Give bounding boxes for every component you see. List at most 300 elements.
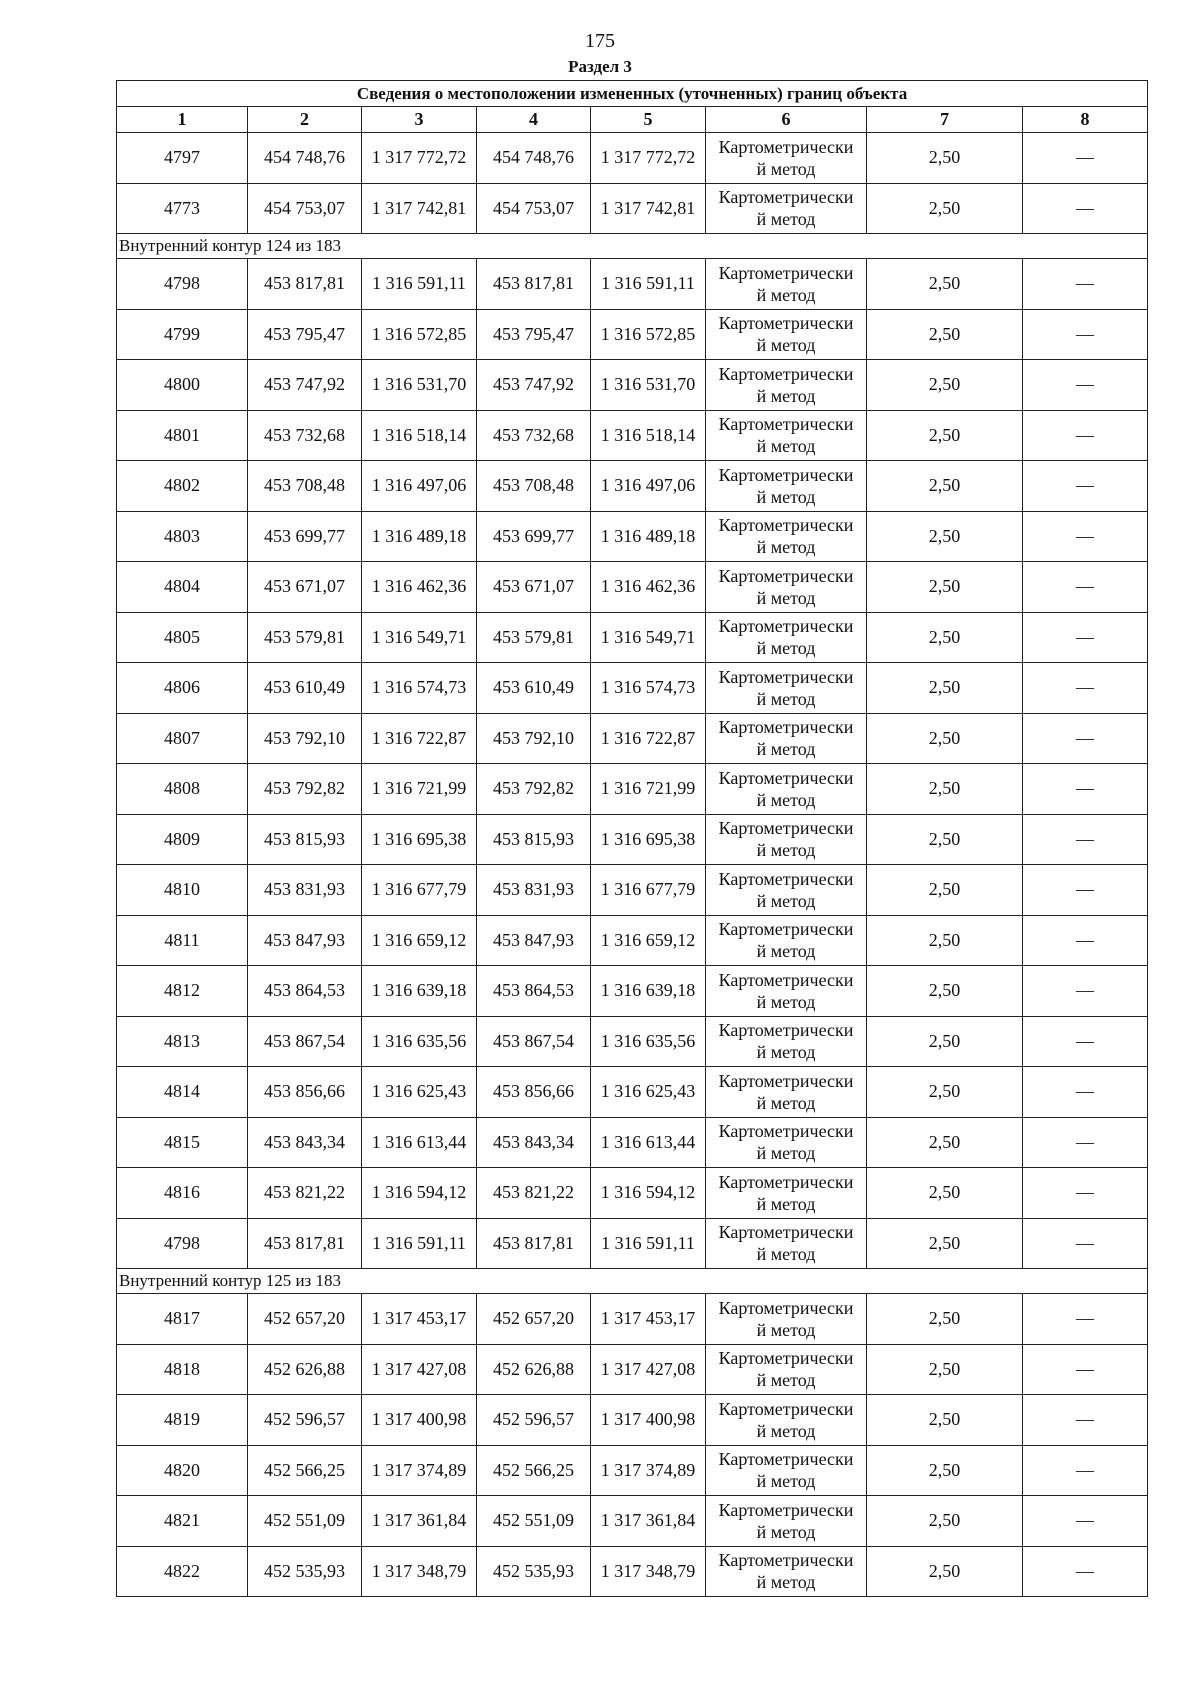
- method-text: й метод: [756, 486, 816, 507]
- point-number: 4805: [117, 612, 248, 663]
- method-text: Картометрически: [718, 565, 854, 586]
- coord-y-old: 1 316 572,85: [362, 309, 477, 360]
- method-cell: [706, 612, 867, 663]
- coord-y-old: 1 316 722,87: [362, 713, 477, 764]
- point-number: 4806: [117, 663, 248, 714]
- precision-value: 2,50: [867, 865, 1023, 916]
- coord-y-new: 1 316 639,18: [591, 966, 706, 1017]
- coord-y-old: 1 316 594,12: [362, 1168, 477, 1219]
- column-number: 1: [117, 107, 248, 133]
- table-row: [117, 562, 1148, 613]
- coord-x-new: 453 864,53: [477, 966, 591, 1017]
- coord-x-new: 454 753,07: [477, 183, 591, 234]
- coord-y-old: 1 316 677,79: [362, 865, 477, 916]
- coord-y-new: 1 316 613,44: [591, 1117, 706, 1168]
- coord-y-new: 1 316 497,06: [591, 461, 706, 512]
- point-number: 4810: [117, 865, 248, 916]
- table-row: [117, 259, 1148, 310]
- empty-mark: —: [1023, 713, 1148, 764]
- coord-y-old: 1 316 591,11: [362, 1218, 477, 1269]
- method-text: Картометрически: [718, 1499, 854, 1520]
- table-row: [117, 1344, 1148, 1395]
- method-text: й метод: [756, 209, 816, 230]
- method-text: й метод: [756, 1244, 816, 1265]
- method-cell: [706, 562, 867, 613]
- point-number: 4808: [117, 764, 248, 815]
- precision-value: 2,50: [867, 663, 1023, 714]
- coord-y-new: 1 316 625,43: [591, 1067, 706, 1118]
- method-text: Картометрически: [718, 313, 854, 334]
- coord-x-new: 453 843,34: [477, 1117, 591, 1168]
- coord-x-new: 454 748,76: [477, 133, 591, 184]
- coord-y-old: 1 317 453,17: [362, 1294, 477, 1345]
- coord-y-new: 1 317 742,81: [591, 183, 706, 234]
- empty-mark: —: [1023, 511, 1148, 562]
- coord-x-old: 453 856,66: [248, 1067, 362, 1118]
- page-number: 175: [585, 30, 615, 52]
- empty-mark: —: [1023, 1496, 1148, 1547]
- coord-y-old: 1 316 591,11: [362, 259, 477, 310]
- point-number: 4819: [117, 1395, 248, 1446]
- method-text: й метод: [756, 941, 816, 962]
- empty-mark: —: [1023, 1016, 1148, 1067]
- coord-x-old: 453 867,54: [248, 1016, 362, 1067]
- coord-x-old: 453 699,77: [248, 511, 362, 562]
- coord-x-old: 453 817,81: [248, 259, 362, 310]
- method-cell: [706, 915, 867, 966]
- coord-y-old: 1 316 659,12: [362, 915, 477, 966]
- coord-x-new: 452 551,09: [477, 1496, 591, 1547]
- coord-x-new: 452 626,88: [477, 1344, 591, 1395]
- empty-mark: —: [1023, 814, 1148, 865]
- method-text: Картометрически: [718, 363, 854, 384]
- coord-y-new: 1 316 591,11: [591, 259, 706, 310]
- coord-y-new: 1 316 695,38: [591, 814, 706, 865]
- method-text: й метод: [756, 537, 816, 558]
- column-number: 6: [706, 107, 867, 133]
- empty-mark: —: [1023, 966, 1148, 1017]
- coord-y-new: 1 316 574,73: [591, 663, 706, 714]
- empty-mark: —: [1023, 1168, 1148, 1219]
- coord-y-old: 1 317 348,79: [362, 1546, 477, 1597]
- precision-value: 2,50: [867, 915, 1023, 966]
- coord-x-new: 452 657,20: [477, 1294, 591, 1345]
- table-row: [117, 1168, 1148, 1219]
- table-row: [117, 1016, 1148, 1067]
- section-title: Раздел 3: [568, 57, 632, 76]
- method-text: й метод: [756, 385, 816, 406]
- table-row: [117, 814, 1148, 865]
- precision-value: 2,50: [867, 1218, 1023, 1269]
- method-text: й метод: [756, 840, 816, 861]
- method-text: й метод: [756, 587, 816, 608]
- point-number: 4798: [117, 1218, 248, 1269]
- method-text: Картометрически: [718, 767, 854, 788]
- table-row: [117, 1496, 1148, 1547]
- coord-y-new: 1 317 374,89: [591, 1445, 706, 1496]
- empty-mark: —: [1023, 1294, 1148, 1345]
- point-number: 4818: [117, 1344, 248, 1395]
- point-number: 4821: [117, 1496, 248, 1547]
- method-text: й метод: [756, 638, 816, 659]
- table-row: [117, 1294, 1148, 1345]
- coord-x-old: 454 753,07: [248, 183, 362, 234]
- coord-y-new: 1 316 722,87: [591, 713, 706, 764]
- table-row: [117, 309, 1148, 360]
- column-number: 2: [248, 107, 362, 133]
- coord-x-old: 453 864,53: [248, 966, 362, 1017]
- point-number: 4813: [117, 1016, 248, 1067]
- precision-value: 2,50: [867, 764, 1023, 815]
- point-number: 4814: [117, 1067, 248, 1118]
- coord-y-old: 1 316 462,36: [362, 562, 477, 613]
- coord-x-new: 452 566,25: [477, 1445, 591, 1496]
- method-text: Картометрически: [718, 1222, 854, 1243]
- method-text: й метод: [756, 890, 816, 911]
- coord-x-new: 453 821,22: [477, 1168, 591, 1219]
- coord-x-old: 452 626,88: [248, 1344, 362, 1395]
- precision-value: 2,50: [867, 1445, 1023, 1496]
- table-row: [117, 183, 1148, 234]
- precision-value: 2,50: [867, 133, 1023, 184]
- method-text: Картометрически: [718, 1398, 854, 1419]
- coord-x-old: 453 610,49: [248, 663, 362, 714]
- method-text: й метод: [756, 335, 816, 356]
- coord-x-old: 453 671,07: [248, 562, 362, 613]
- method-cell: [706, 360, 867, 411]
- precision-value: 2,50: [867, 966, 1023, 1017]
- point-number: 4802: [117, 461, 248, 512]
- method-text: Картометрически: [718, 1020, 854, 1041]
- method-text: Картометрически: [718, 414, 854, 435]
- coord-x-new: 453 747,92: [477, 360, 591, 411]
- coord-x-new: 453 792,10: [477, 713, 591, 764]
- coord-y-old: 1 316 518,14: [362, 410, 477, 461]
- table-row: [117, 360, 1148, 411]
- precision-value: 2,50: [867, 259, 1023, 310]
- coord-x-new: 453 847,93: [477, 915, 591, 966]
- precision-value: 2,50: [867, 1395, 1023, 1446]
- coord-y-new: 1 316 721,99: [591, 764, 706, 815]
- method-text: Картометрически: [718, 515, 854, 536]
- coord-y-new: 1 317 427,08: [591, 1344, 706, 1395]
- coord-x-old: 453 792,82: [248, 764, 362, 815]
- method-text: й метод: [756, 1471, 816, 1492]
- method-text: Картометрически: [718, 919, 854, 940]
- method-cell: [706, 1067, 867, 1118]
- table-row: [117, 612, 1148, 663]
- coord-y-old: 1 316 613,44: [362, 1117, 477, 1168]
- point-number: 4798: [117, 259, 248, 310]
- coord-x-old: 453 847,93: [248, 915, 362, 966]
- method-text: й метод: [756, 1092, 816, 1113]
- method-text: Картометрически: [718, 616, 854, 637]
- table-row: [117, 663, 1148, 714]
- coord-x-old: 453 792,10: [248, 713, 362, 764]
- point-number: 4817: [117, 1294, 248, 1345]
- method-cell: [706, 1168, 867, 1219]
- empty-mark: —: [1023, 562, 1148, 613]
- precision-value: 2,50: [867, 309, 1023, 360]
- method-cell: [706, 814, 867, 865]
- method-text: Картометрически: [718, 1449, 854, 1470]
- method-text: Картометрически: [718, 969, 854, 990]
- coord-y-new: 1 317 348,79: [591, 1546, 706, 1597]
- point-number: 4816: [117, 1168, 248, 1219]
- table-row: [117, 1546, 1148, 1597]
- point-number: 4797: [117, 133, 248, 184]
- method-text: Картометрически: [718, 818, 854, 839]
- coord-y-new: 1 317 361,84: [591, 1496, 706, 1547]
- coord-y-old: 1 316 574,73: [362, 663, 477, 714]
- coord-y-new: 1 316 572,85: [591, 309, 706, 360]
- point-number: 4811: [117, 915, 248, 966]
- method-text: й метод: [756, 1521, 816, 1542]
- coord-x-new: 453 817,81: [477, 259, 591, 310]
- coord-x-old: 454 748,76: [248, 133, 362, 184]
- method-text: Картометрически: [718, 1348, 854, 1369]
- empty-mark: —: [1023, 1117, 1148, 1168]
- empty-mark: —: [1023, 1344, 1148, 1395]
- coord-y-new: 1 316 659,12: [591, 915, 706, 966]
- coord-x-old: 453 815,93: [248, 814, 362, 865]
- method-text: й метод: [756, 1370, 816, 1391]
- coord-x-old: 453 831,93: [248, 865, 362, 916]
- column-number: 8: [1023, 107, 1148, 133]
- column-number: 3: [362, 107, 477, 133]
- table-row: [117, 915, 1148, 966]
- coord-x-new: 453 867,54: [477, 1016, 591, 1067]
- table-row: [117, 713, 1148, 764]
- coord-x-new: 453 792,82: [477, 764, 591, 815]
- method-text: Картометрически: [718, 1297, 854, 1318]
- method-text: й метод: [756, 1572, 816, 1593]
- coord-x-new: 452 535,93: [477, 1546, 591, 1597]
- method-text: Картометрически: [718, 136, 854, 157]
- table-body: [117, 133, 1148, 1597]
- coord-x-old: 452 566,25: [248, 1445, 362, 1496]
- coord-x-old: 452 596,57: [248, 1395, 362, 1446]
- method-cell: [706, 1344, 867, 1395]
- method-cell: [706, 1546, 867, 1597]
- coord-y-new: 1 316 489,18: [591, 511, 706, 562]
- boundary-table: [116, 80, 1148, 1597]
- precision-value: 2,50: [867, 814, 1023, 865]
- table-row: [117, 511, 1148, 562]
- precision-value: 2,50: [867, 461, 1023, 512]
- method-cell: [706, 1395, 867, 1446]
- empty-mark: —: [1023, 764, 1148, 815]
- column-number-row: [117, 107, 1148, 133]
- empty-mark: —: [1023, 410, 1148, 461]
- coord-y-new: 1 316 594,12: [591, 1168, 706, 1219]
- coord-x-old: 453 843,34: [248, 1117, 362, 1168]
- point-number: 4815: [117, 1117, 248, 1168]
- coord-x-old: 453 821,22: [248, 1168, 362, 1219]
- method-cell: [706, 1016, 867, 1067]
- coord-x-old: 453 708,48: [248, 461, 362, 512]
- coord-y-new: 1 316 549,71: [591, 612, 706, 663]
- coord-x-old: 453 817,81: [248, 1218, 362, 1269]
- empty-mark: —: [1023, 360, 1148, 411]
- coord-y-old: 1 316 497,06: [362, 461, 477, 512]
- method-text: й метод: [756, 739, 816, 760]
- coord-y-old: 1 317 742,81: [362, 183, 477, 234]
- empty-mark: —: [1023, 612, 1148, 663]
- method-text: Картометрически: [718, 717, 854, 738]
- coord-x-new: 453 817,81: [477, 1218, 591, 1269]
- method-text: Картометрически: [718, 1550, 854, 1571]
- coord-x-new: 453 856,66: [477, 1067, 591, 1118]
- precision-value: 2,50: [867, 1546, 1023, 1597]
- precision-value: 2,50: [867, 612, 1023, 663]
- empty-mark: —: [1023, 865, 1148, 916]
- table-row: [117, 1218, 1148, 1269]
- coord-y-old: 1 317 374,89: [362, 1445, 477, 1496]
- precision-value: 2,50: [867, 1344, 1023, 1395]
- coord-x-old: 452 551,09: [248, 1496, 362, 1547]
- method-cell: [706, 1496, 867, 1547]
- contour-row: [117, 234, 1148, 259]
- table-row: [117, 966, 1148, 1017]
- method-text: й метод: [756, 991, 816, 1012]
- method-cell: [706, 713, 867, 764]
- precision-value: 2,50: [867, 713, 1023, 764]
- coord-y-new: 1 316 518,14: [591, 410, 706, 461]
- method-text: Картометрически: [718, 262, 854, 283]
- method-text: Картометрически: [718, 1070, 854, 1091]
- empty-mark: —: [1023, 663, 1148, 714]
- coord-y-old: 1 316 635,56: [362, 1016, 477, 1067]
- coord-y-old: 1 316 489,18: [362, 511, 477, 562]
- coord-y-old: 1 316 695,38: [362, 814, 477, 865]
- method-text: Картометрически: [718, 1171, 854, 1192]
- table-row: [117, 1395, 1148, 1446]
- coord-x-new: 453 815,93: [477, 814, 591, 865]
- coord-y-new: 1 316 591,11: [591, 1218, 706, 1269]
- column-number: 4: [477, 107, 591, 133]
- empty-mark: —: [1023, 1218, 1148, 1269]
- method-cell: [706, 511, 867, 562]
- coord-y-old: 1 317 361,84: [362, 1496, 477, 1547]
- table-row: [117, 410, 1148, 461]
- empty-mark: —: [1023, 183, 1148, 234]
- coord-y-old: 1 316 549,71: [362, 612, 477, 663]
- method-text: й метод: [756, 688, 816, 709]
- coord-x-old: 453 579,81: [248, 612, 362, 663]
- precision-value: 2,50: [867, 410, 1023, 461]
- coord-x-new: 453 708,48: [477, 461, 591, 512]
- coord-y-old: 1 316 625,43: [362, 1067, 477, 1118]
- coord-y-new: 1 316 531,70: [591, 360, 706, 411]
- method-cell: [706, 309, 867, 360]
- coord-x-old: 453 732,68: [248, 410, 362, 461]
- point-number: 4801: [117, 410, 248, 461]
- method-text: й метод: [756, 1193, 816, 1214]
- table-row: [117, 1117, 1148, 1168]
- coord-y-old: 1 317 772,72: [362, 133, 477, 184]
- coord-y-old: 1 316 639,18: [362, 966, 477, 1017]
- coord-x-new: 453 831,93: [477, 865, 591, 916]
- method-text: Картометрически: [718, 187, 854, 208]
- coord-x-old: 452 657,20: [248, 1294, 362, 1345]
- method-text: Картометрически: [718, 666, 854, 687]
- empty-mark: —: [1023, 1445, 1148, 1496]
- coord-y-new: 1 317 453,17: [591, 1294, 706, 1345]
- column-number: 5: [591, 107, 706, 133]
- precision-value: 2,50: [867, 1496, 1023, 1547]
- coord-x-new: 453 699,77: [477, 511, 591, 562]
- method-cell: [706, 133, 867, 184]
- coord-y-new: 1 316 677,79: [591, 865, 706, 916]
- empty-mark: —: [1023, 133, 1148, 184]
- coord-y-old: 1 317 400,98: [362, 1395, 477, 1446]
- point-number: 4822: [117, 1546, 248, 1597]
- empty-mark: —: [1023, 309, 1148, 360]
- contour-label: Внутренний контур 125 из 183: [117, 1269, 1148, 1294]
- table-row: [117, 1445, 1148, 1496]
- empty-mark: —: [1023, 915, 1148, 966]
- method-cell: [706, 1218, 867, 1269]
- point-number: 4812: [117, 966, 248, 1017]
- method-text: й метод: [756, 1143, 816, 1164]
- coord-x-old: 453 747,92: [248, 360, 362, 411]
- method-cell: [706, 764, 867, 815]
- empty-mark: —: [1023, 1546, 1148, 1597]
- contour-row: [117, 1269, 1148, 1294]
- method-cell: [706, 183, 867, 234]
- method-text: Картометрически: [718, 868, 854, 889]
- method-text: й метод: [756, 284, 816, 305]
- point-number: 4800: [117, 360, 248, 411]
- method-text: Картометрически: [718, 1121, 854, 1142]
- coord-x-new: 453 610,49: [477, 663, 591, 714]
- coord-y-new: 1 317 400,98: [591, 1395, 706, 1446]
- precision-value: 2,50: [867, 1016, 1023, 1067]
- coord-x-new: 453 671,07: [477, 562, 591, 613]
- table-row: [117, 1067, 1148, 1118]
- method-text: Картометрически: [718, 464, 854, 485]
- coord-y-old: 1 317 427,08: [362, 1344, 477, 1395]
- coord-x-old: 453 795,47: [248, 309, 362, 360]
- method-text: й метод: [756, 1319, 816, 1340]
- table-row: [117, 764, 1148, 815]
- coord-x-new: 453 579,81: [477, 612, 591, 663]
- point-number: 4799: [117, 309, 248, 360]
- precision-value: 2,50: [867, 562, 1023, 613]
- method-text: й метод: [756, 1420, 816, 1441]
- precision-value: 2,50: [867, 511, 1023, 562]
- table-row: [117, 865, 1148, 916]
- method-cell: [706, 1117, 867, 1168]
- coord-y-new: 1 316 635,56: [591, 1016, 706, 1067]
- method-cell: [706, 410, 867, 461]
- table-row: [117, 133, 1148, 184]
- method-cell: [706, 966, 867, 1017]
- empty-mark: —: [1023, 1067, 1148, 1118]
- point-number: 4820: [117, 1445, 248, 1496]
- coord-y-new: 1 316 462,36: [591, 562, 706, 613]
- empty-mark: —: [1023, 259, 1148, 310]
- coord-y-new: 1 317 772,72: [591, 133, 706, 184]
- point-number: 4804: [117, 562, 248, 613]
- method-text: й метод: [756, 436, 816, 457]
- coord-x-old: 452 535,93: [248, 1546, 362, 1597]
- method-cell: [706, 461, 867, 512]
- coord-x-new: 452 596,57: [477, 1395, 591, 1446]
- coord-y-old: 1 316 721,99: [362, 764, 477, 815]
- precision-value: 2,50: [867, 1168, 1023, 1219]
